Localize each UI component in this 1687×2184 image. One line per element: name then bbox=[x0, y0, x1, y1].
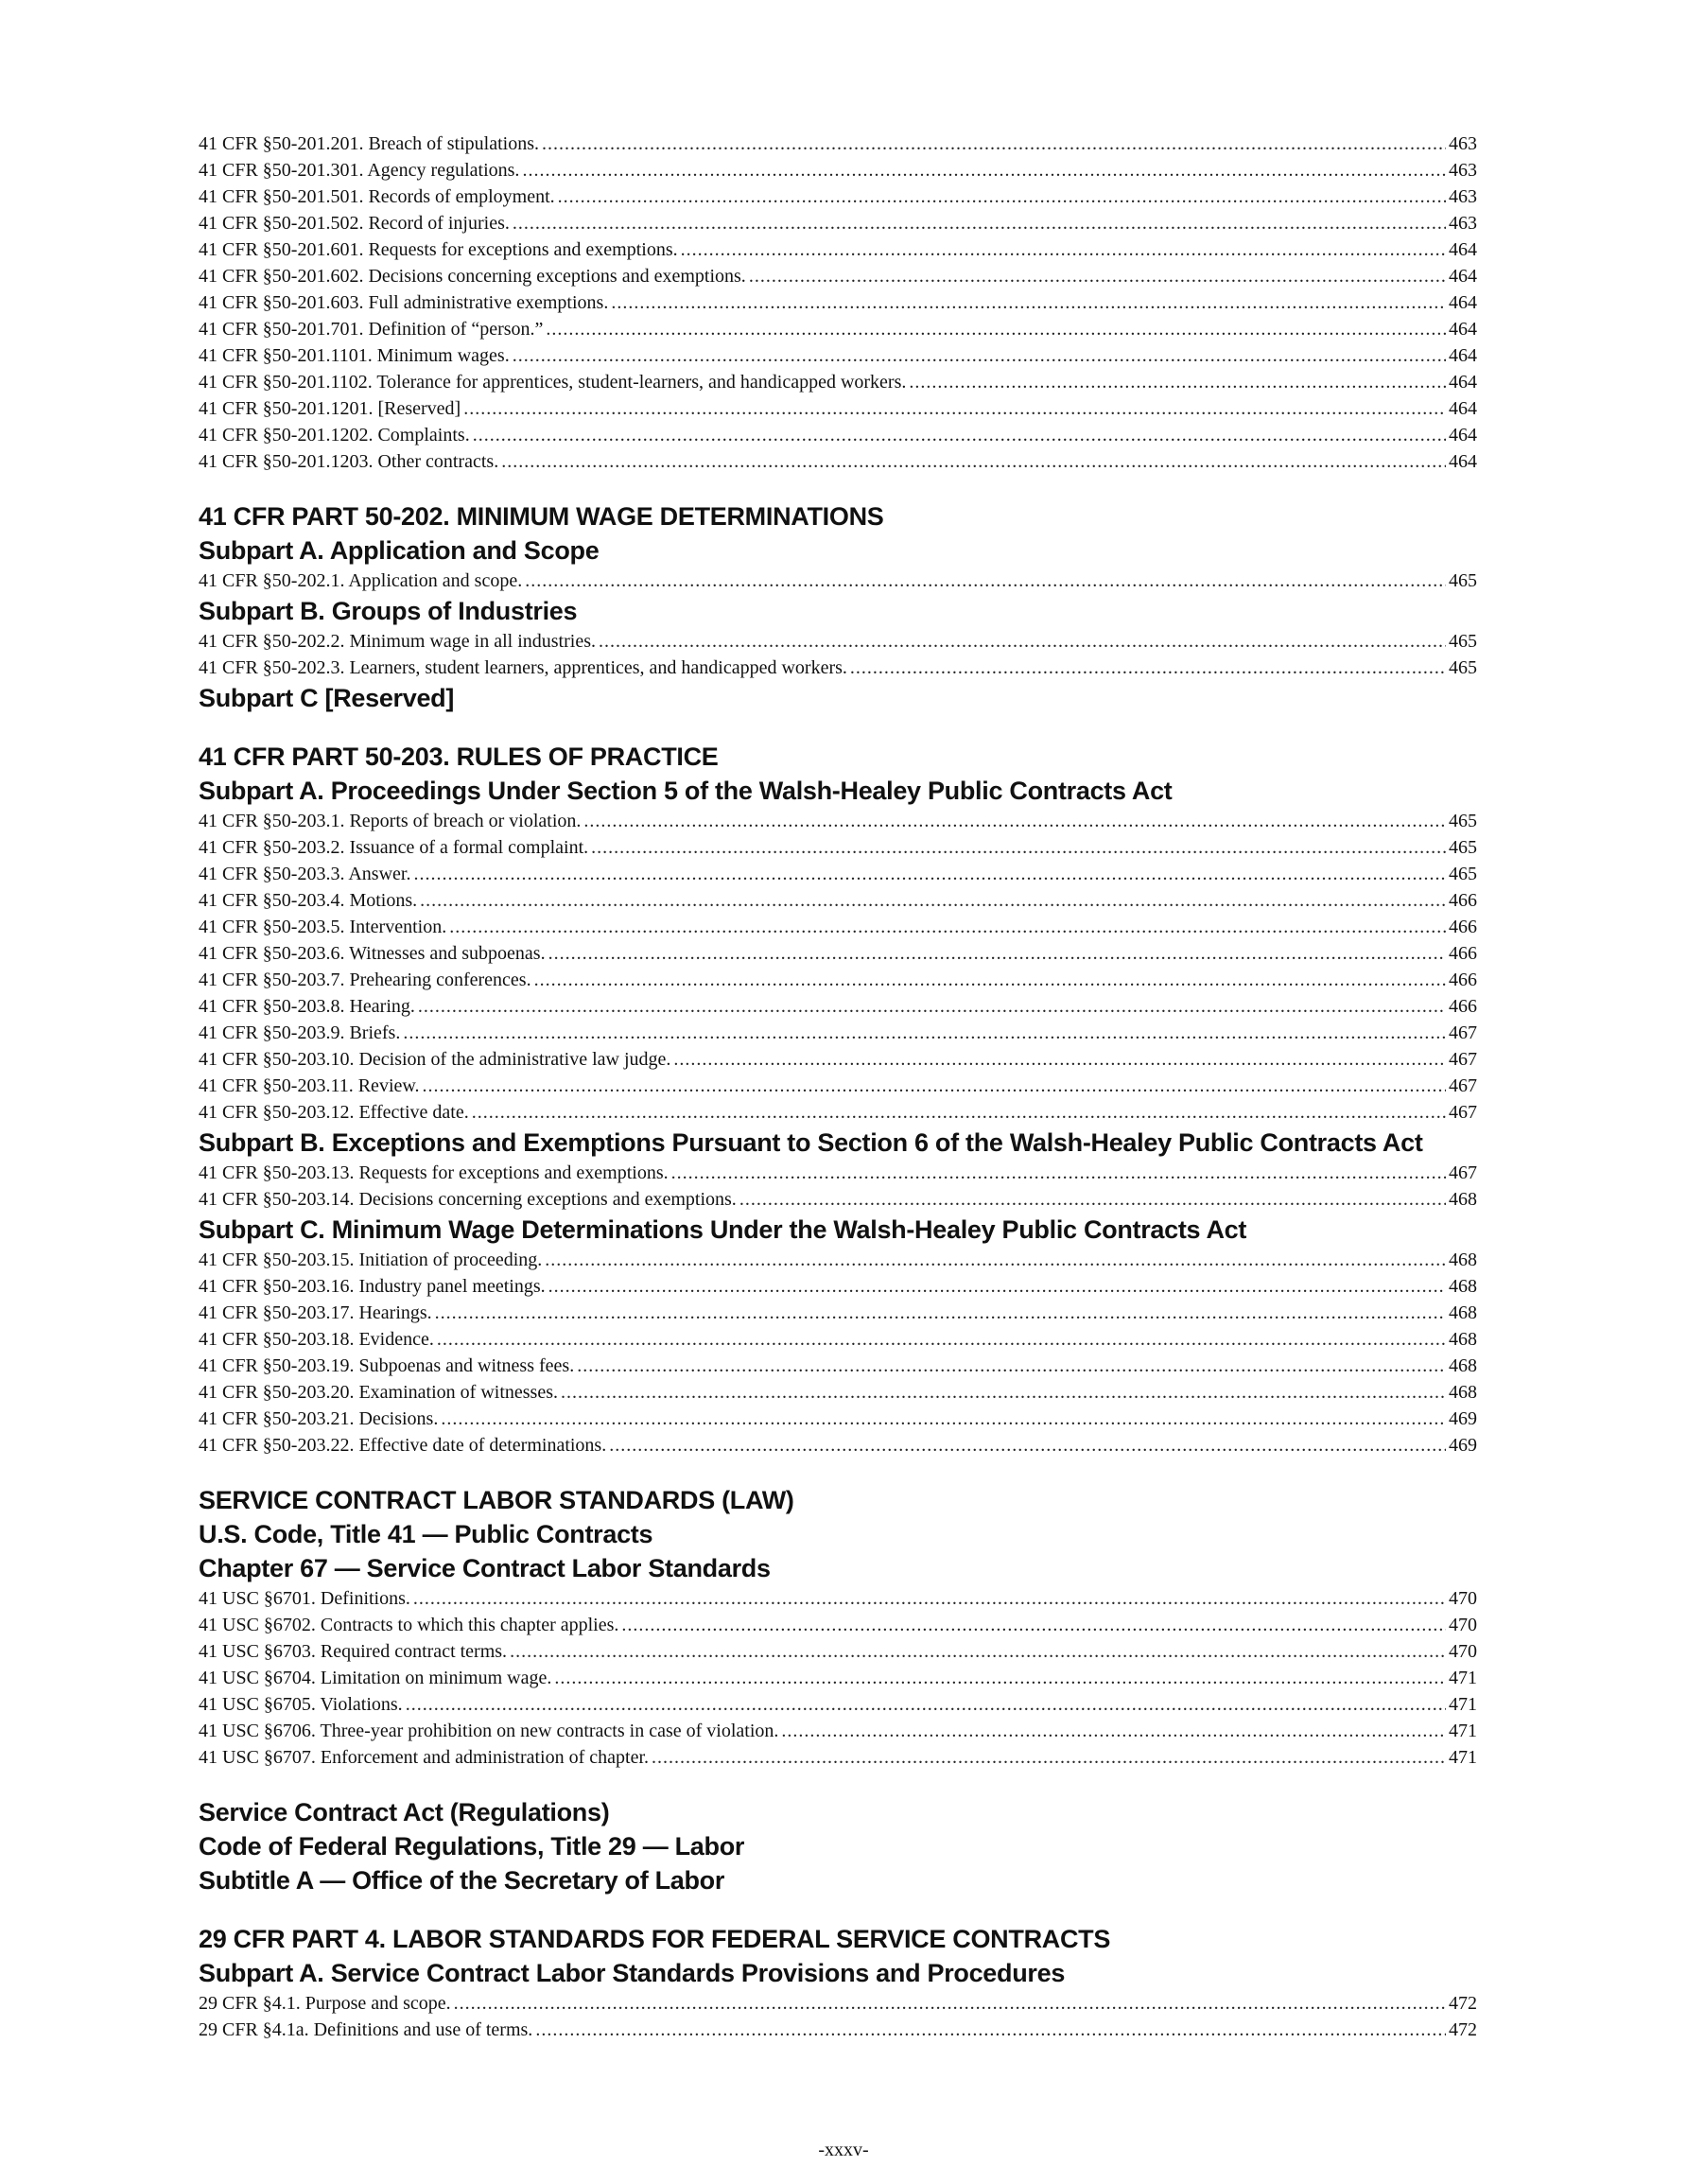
toc-entry-page: 470 bbox=[1449, 1615, 1477, 1635]
toc-entry[interactable] bbox=[199, 1099, 1477, 1126]
table-of-contents bbox=[199, 131, 1477, 2043]
section-heading: Subpart C [Reserved] bbox=[199, 684, 455, 712]
toc-entry-title: 29 CFR §4.1a. Definitions and use of terms. bbox=[199, 2019, 533, 2040]
toc-entry-page: 466 bbox=[1449, 890, 1477, 911]
toc-entry[interactable] bbox=[199, 1160, 1477, 1186]
toc-entry[interactable] bbox=[199, 2017, 1477, 2043]
toc-entry[interactable] bbox=[199, 808, 1477, 834]
toc-entry[interactable] bbox=[199, 1379, 1477, 1406]
toc-entry-title: 41 CFR §50-201.1101. Minimum wages. bbox=[199, 345, 510, 366]
toc-entry-page: 467 bbox=[1449, 1162, 1477, 1183]
toc-entry[interactable] bbox=[199, 342, 1477, 369]
toc-entry[interactable] bbox=[199, 914, 1477, 940]
toc-entry-page: 466 bbox=[1449, 917, 1477, 937]
dot-leader bbox=[542, 131, 1446, 157]
dot-leader bbox=[909, 369, 1446, 395]
toc-entry-title: 41 CFR §50-201.1202. Complaints. bbox=[199, 425, 470, 446]
toc-entry-title: 41 CFR §50-203.3. Answer. bbox=[199, 864, 411, 884]
toc-entry-title: 41 CFR §50-203.18. Evidence. bbox=[199, 1329, 434, 1350]
toc-entry-title: 41 CFR §50-201.701. Definition of “person.” bbox=[199, 319, 544, 340]
toc-entry[interactable] bbox=[199, 1353, 1477, 1379]
toc-entry-page: 465 bbox=[1449, 631, 1477, 652]
toc-entry-page: 465 bbox=[1449, 657, 1477, 678]
toc-entry-title: 41 CFR §50-203.4. Motions. bbox=[199, 890, 418, 911]
dot-leader bbox=[749, 263, 1446, 289]
toc-entry-page: 471 bbox=[1449, 1694, 1477, 1715]
toc-entry-page: 464 bbox=[1449, 451, 1477, 472]
dot-leader bbox=[591, 834, 1446, 861]
toc-entry[interactable] bbox=[199, 1273, 1477, 1300]
toc-entry-page: 465 bbox=[1449, 837, 1477, 858]
toc-entry-page: 467 bbox=[1449, 1022, 1477, 1043]
toc-entry-page: 471 bbox=[1449, 1668, 1477, 1688]
dot-leader bbox=[449, 914, 1446, 940]
toc-entry[interactable] bbox=[199, 1744, 1477, 1771]
dot-leader bbox=[554, 1665, 1446, 1691]
toc-entry-page: 470 bbox=[1449, 1641, 1477, 1662]
section-heading: SERVICE CONTRACT LABOR STANDARDS (LAW) bbox=[199, 1486, 794, 1514]
toc-entry[interactable] bbox=[199, 1990, 1477, 2017]
dot-leader bbox=[472, 1099, 1446, 1126]
dot-leader bbox=[534, 967, 1446, 993]
toc-entry-page: 464 bbox=[1449, 372, 1477, 393]
toc-entry-title: 41 CFR §50-201.502. Record of injuries. bbox=[199, 213, 510, 234]
section-heading: Chapter 67 — Service Contract Labor Standards bbox=[199, 1554, 771, 1582]
toc-entry-page: 468 bbox=[1449, 1276, 1477, 1297]
section-heading: Subpart B. Exceptions and Exemptions Pursuant to Section 6 of the Walsh-Healey Public Contracts Act bbox=[199, 1128, 1423, 1157]
toc-entry-title: 41 CFR §50-202.3. Learners, student learners, apprentices, and handicapped workers. bbox=[199, 657, 847, 678]
toc-entry[interactable] bbox=[199, 1247, 1477, 1273]
section-heading: Subpart A. Application and Scope bbox=[199, 536, 600, 565]
section-gap bbox=[199, 715, 1477, 740]
section-heading: Subpart C. Minimum Wage Determinations Under the Walsh-Healey Public Contracts Act bbox=[199, 1215, 1247, 1244]
toc-entry[interactable] bbox=[199, 1326, 1477, 1353]
section-heading: 29 CFR PART 4. LABOR STANDARDS FOR FEDERAL SERVICE CONTRACTS bbox=[199, 1925, 1111, 1953]
toc-entry[interactable] bbox=[199, 369, 1477, 395]
toc-entry-title: 41 CFR §50-203.15. Initiation of proceeding. bbox=[199, 1249, 543, 1270]
toc-entry[interactable] bbox=[199, 887, 1477, 914]
toc-entry[interactable] bbox=[199, 1638, 1477, 1665]
toc-entry-title: 41 CFR §50-203.21. Decisions. bbox=[199, 1408, 439, 1429]
toc-entry-title: 41 USC §6704. Limitation on minimum wage. bbox=[199, 1668, 552, 1688]
toc-entry-title: 41 CFR §50-201.301. Agency regulations. bbox=[199, 160, 520, 181]
section-heading: Subpart B. Groups of Industries bbox=[199, 597, 578, 625]
section-gap bbox=[199, 1459, 1477, 1483]
toc-entry-title: 41 CFR §50-203.16. Industry panel meetings. bbox=[199, 1276, 546, 1297]
toc-entry[interactable] bbox=[199, 1073, 1477, 1099]
toc-entry-title: 41 CFR §50-203.10. Decision of the administrative law judge. bbox=[199, 1049, 671, 1070]
dot-leader bbox=[561, 1379, 1446, 1406]
dot-leader bbox=[423, 1073, 1446, 1099]
toc-entry[interactable] bbox=[199, 1665, 1477, 1691]
dot-leader bbox=[437, 1326, 1446, 1353]
toc-entry-page: 467 bbox=[1449, 1102, 1477, 1123]
dot-leader bbox=[510, 1638, 1446, 1665]
toc-entry[interactable] bbox=[199, 236, 1477, 263]
toc-entry[interactable] bbox=[199, 940, 1477, 967]
section-gap bbox=[199, 1771, 1477, 1795]
toc-entry-title: 41 CFR §50-203.12. Effective date. bbox=[199, 1102, 469, 1123]
toc-entry-title: 41 CFR §50-201.601. Requests for exceptions and exemptions. bbox=[199, 239, 678, 260]
toc-entry-page: 464 bbox=[1449, 292, 1477, 313]
toc-entry-title: 41 CFR §50-201.1203. Other contracts. bbox=[199, 451, 499, 472]
toc-entry-page: 472 bbox=[1449, 2019, 1477, 2040]
dot-leader bbox=[599, 628, 1446, 655]
toc-entry[interactable] bbox=[199, 1300, 1477, 1326]
toc-entry-page: 463 bbox=[1449, 133, 1477, 154]
toc-entry-page: 471 bbox=[1449, 1721, 1477, 1741]
toc-entry[interactable] bbox=[199, 1612, 1477, 1638]
dot-leader bbox=[673, 1046, 1446, 1073]
toc-entry-title: 41 CFR §50-203.6. Witnesses and subpoenas. bbox=[199, 943, 546, 964]
toc-entry-title: 41 USC §6701. Definitions. bbox=[199, 1588, 410, 1609]
toc-entry-title: 41 USC §6707. Enforcement and administration of chapter. bbox=[199, 1747, 650, 1768]
toc-entry-title: 41 CFR §50-203.22. Effective date of determinations. bbox=[199, 1435, 607, 1456]
toc-entry-title: 41 USC §6705. Violations. bbox=[199, 1694, 403, 1715]
toc-entry-title: 41 CFR §50-203.8. Hearing. bbox=[199, 996, 415, 1017]
toc-entry-page: 464 bbox=[1449, 319, 1477, 340]
toc-entry-title: 41 CFR §50-203.9. Briefs. bbox=[199, 1022, 401, 1043]
toc-entry-title: 41 USC §6703. Required contract terms. bbox=[199, 1641, 508, 1662]
toc-entry[interactable] bbox=[199, 1046, 1477, 1073]
dot-leader bbox=[513, 210, 1446, 236]
dot-leader bbox=[652, 1744, 1446, 1771]
toc-entry-page: 468 bbox=[1449, 1249, 1477, 1270]
toc-entry-page: 467 bbox=[1449, 1075, 1477, 1096]
dot-leader bbox=[454, 1990, 1446, 2017]
toc-entry-page: 467 bbox=[1449, 1049, 1477, 1070]
toc-entry-title: 41 USC §6702. Contracts to which this chapter applies. bbox=[199, 1615, 619, 1635]
dot-leader bbox=[611, 289, 1446, 316]
toc-entry[interactable] bbox=[199, 316, 1477, 342]
dot-leader bbox=[413, 1585, 1446, 1612]
toc-entry-page: 468 bbox=[1449, 1329, 1477, 1350]
dot-leader bbox=[850, 655, 1446, 681]
toc-entry-title: 41 CFR §50-203.7. Prehearing conferences. bbox=[199, 970, 531, 990]
toc-entry[interactable] bbox=[199, 157, 1477, 183]
dot-leader bbox=[546, 316, 1446, 342]
toc-entry-page: 465 bbox=[1449, 570, 1477, 591]
toc-entry-page: 468 bbox=[1449, 1302, 1477, 1323]
toc-entry-page: 465 bbox=[1449, 864, 1477, 884]
dot-leader bbox=[609, 1432, 1446, 1459]
section-heading: 41 CFR PART 50-203. RULES OF PRACTICE bbox=[199, 743, 719, 771]
dot-leader bbox=[501, 448, 1446, 475]
toc-entry[interactable] bbox=[199, 1432, 1477, 1459]
section-heading: Subtitle A — Office of the Secretary of Labor bbox=[199, 1866, 725, 1895]
dot-leader bbox=[583, 808, 1446, 834]
toc-entry[interactable] bbox=[199, 1186, 1477, 1213]
dot-leader bbox=[545, 1247, 1446, 1273]
toc-entry-title: 41 CFR §50-201.501. Records of employment. bbox=[199, 186, 555, 207]
section-gap bbox=[199, 475, 1477, 499]
dot-leader bbox=[558, 183, 1446, 210]
toc-entry-page: 466 bbox=[1449, 996, 1477, 1017]
dot-leader bbox=[413, 861, 1446, 887]
toc-entry-page: 469 bbox=[1449, 1408, 1477, 1429]
toc-entry-page: 471 bbox=[1449, 1747, 1477, 1768]
dot-leader bbox=[403, 1020, 1446, 1046]
toc-entry[interactable] bbox=[199, 210, 1477, 236]
toc-entry-title: 41 CFR §50-201.201. Breach of stipulations. bbox=[199, 133, 539, 154]
toc-entry-page: 464 bbox=[1449, 398, 1477, 419]
dot-leader bbox=[577, 1353, 1446, 1379]
toc-entry-page: 464 bbox=[1449, 239, 1477, 260]
toc-entry-page: 463 bbox=[1449, 186, 1477, 207]
dot-leader bbox=[420, 887, 1446, 914]
page-number: -xxxv- bbox=[818, 2140, 869, 2160]
dot-leader bbox=[418, 993, 1446, 1020]
toc-entry[interactable] bbox=[199, 967, 1477, 993]
toc-entry-page: 463 bbox=[1449, 160, 1477, 181]
toc-entry-title: 41 CFR §50-201.603. Full administrative exemptions. bbox=[199, 292, 609, 313]
toc-entry[interactable] bbox=[199, 183, 1477, 210]
toc-entry-page: 469 bbox=[1449, 1435, 1477, 1456]
toc-entry[interactable] bbox=[199, 422, 1477, 448]
toc-entry-page: 465 bbox=[1449, 811, 1477, 831]
toc-entry[interactable] bbox=[199, 448, 1477, 475]
dot-leader bbox=[548, 940, 1446, 967]
dot-leader bbox=[463, 395, 1446, 422]
toc-entry-page: 470 bbox=[1449, 1588, 1477, 1609]
toc-entry[interactable] bbox=[199, 395, 1477, 422]
toc-entry-title: 41 CFR §50-203.20. Examination of witnesses. bbox=[199, 1382, 558, 1403]
dot-leader bbox=[681, 236, 1446, 263]
section-heading: Subpart A. Proceedings Under Section 5 of the Walsh-Healey Public Contracts Act bbox=[199, 777, 1173, 805]
section-heading: Code of Federal Regulations, Title 29 — Labor bbox=[199, 1832, 745, 1861]
dot-leader bbox=[739, 1186, 1446, 1213]
toc-entry-page: 464 bbox=[1449, 266, 1477, 287]
toc-entry[interactable] bbox=[199, 263, 1477, 289]
section-heading: Service Contract Act (Regulations) bbox=[199, 1798, 610, 1826]
toc-entry-title: 41 CFR §50-203.19. Subpoenas and witness fees. bbox=[199, 1355, 575, 1376]
dot-leader bbox=[441, 1406, 1446, 1432]
toc-entry[interactable] bbox=[199, 568, 1477, 594]
dot-leader bbox=[435, 1300, 1446, 1326]
toc-entry-title: 41 CFR §50-201.1102. Tolerance for apprentices, student-learners, and handicapped workers. bbox=[199, 372, 907, 393]
dot-leader bbox=[473, 422, 1446, 448]
toc-entry-title: 41 CFR §50-202.2. Minimum wage in all industries. bbox=[199, 631, 596, 652]
toc-entry-page: 464 bbox=[1449, 425, 1477, 446]
toc-entry-title: 41 USC §6706. Three-year prohibition on new contracts in case of violation. bbox=[199, 1721, 779, 1741]
toc-entry[interactable] bbox=[199, 655, 1477, 681]
dot-leader bbox=[535, 2017, 1446, 2043]
toc-entry-page: 466 bbox=[1449, 943, 1477, 964]
dot-leader bbox=[621, 1612, 1446, 1638]
toc-entry[interactable] bbox=[199, 861, 1477, 887]
toc-entry[interactable] bbox=[199, 628, 1477, 655]
toc-entry[interactable] bbox=[199, 834, 1477, 861]
toc-entry-title: 41 CFR §50-202.1. Application and scope. bbox=[199, 570, 523, 591]
dot-leader bbox=[548, 1273, 1446, 1300]
toc-entry[interactable] bbox=[199, 289, 1477, 316]
toc-entry-page: 464 bbox=[1449, 345, 1477, 366]
dot-leader bbox=[406, 1691, 1446, 1718]
dot-leader bbox=[781, 1718, 1446, 1744]
toc-entry-title: 41 CFR §50-203.5. Intervention. bbox=[199, 917, 447, 937]
toc-entry-title: 41 CFR §50-203.2. Issuance of a formal complaint. bbox=[199, 837, 589, 858]
toc-entry[interactable] bbox=[199, 1585, 1477, 1612]
dot-leader bbox=[525, 568, 1446, 594]
toc-entry-page: 468 bbox=[1449, 1189, 1477, 1210]
toc-entry-title: 41 CFR §50-203.11. Review. bbox=[199, 1075, 420, 1096]
toc-entry-page: 463 bbox=[1449, 213, 1477, 234]
toc-entry-page: 468 bbox=[1449, 1382, 1477, 1403]
section-heading: U.S. Code, Title 41 — Public Contracts bbox=[199, 1520, 653, 1548]
toc-entry-page: 472 bbox=[1449, 1993, 1477, 2014]
toc-entry-title: 41 CFR §50-203.14. Decisions concerning exceptions and exemptions. bbox=[199, 1189, 737, 1210]
toc-entry-title: 41 CFR §50-201.602. Decisions concerning exceptions and exemptions. bbox=[199, 266, 746, 287]
toc-entry-title: 41 CFR §50-203.1. Reports of breach or violation. bbox=[199, 811, 582, 831]
dot-leader bbox=[671, 1160, 1446, 1186]
toc-entry[interactable] bbox=[199, 1691, 1477, 1718]
toc-entry-page: 466 bbox=[1449, 970, 1477, 990]
toc-entry[interactable] bbox=[199, 1020, 1477, 1046]
section-gap bbox=[199, 1897, 1477, 1922]
toc-entry-page: 468 bbox=[1449, 1355, 1477, 1376]
toc-entry[interactable] bbox=[199, 993, 1477, 1020]
toc-entry-title: 41 CFR §50-203.13. Requests for exceptions and exemptions. bbox=[199, 1162, 669, 1183]
section-heading: Subpart A. Service Contract Labor Standards Provisions and Procedures bbox=[199, 1959, 1066, 1987]
dot-leader bbox=[522, 157, 1446, 183]
toc-entry[interactable] bbox=[199, 131, 1477, 157]
toc-entry-title: 29 CFR §4.1. Purpose and scope. bbox=[199, 1993, 451, 2014]
dot-leader bbox=[513, 342, 1446, 369]
section-heading: 41 CFR PART 50-202. MINIMUM WAGE DETERMINATIONS bbox=[199, 502, 884, 531]
toc-entry-title: 41 CFR §50-201.1201. [Reserved] bbox=[199, 398, 461, 419]
toc-entry[interactable] bbox=[199, 1406, 1477, 1432]
toc-entry[interactable] bbox=[199, 1718, 1477, 1744]
toc-entry-title: 41 CFR §50-203.17. Hearings. bbox=[199, 1302, 432, 1323]
